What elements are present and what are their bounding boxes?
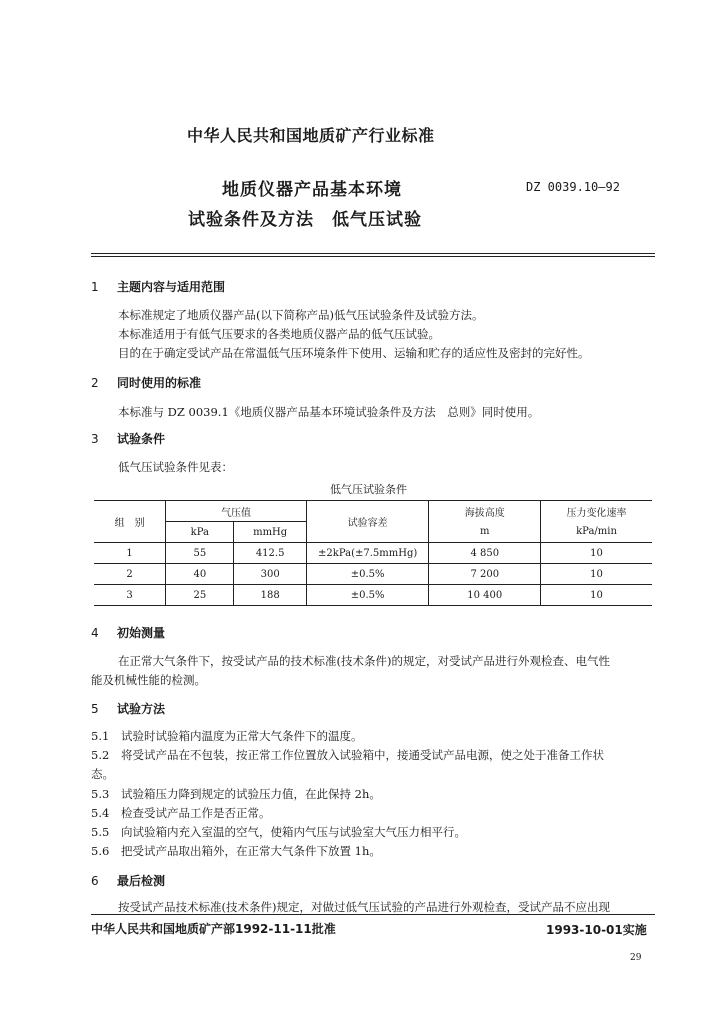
cell-altitude: 4 850 (429, 543, 541, 564)
header-kpa: kPa (166, 522, 234, 543)
header-pressure: 气压值 (166, 501, 307, 522)
section-5-item: 5.2 将受试产品在不包装，按正常工作位置放入试验箱中，接通受试产品电源，使之处于准备工作状 (91, 748, 604, 762)
cell-tolerance: ±0.5% (306, 564, 429, 585)
header-rate-unit: kPa/min (541, 522, 652, 543)
header-altitude-unit: m (429, 522, 541, 543)
header-mmhg: mmHg (234, 522, 306, 543)
section-4-heading: 4 初始测量 (91, 626, 166, 640)
document-title-line1: 地质仪器产品基本环境 (222, 180, 402, 200)
standard-organization: 中华人民共和国地质矿产行业标准 (187, 126, 435, 145)
header-tolerance: 试验容差 (306, 501, 429, 543)
section-4-paragraph: 能及机械性能的检测。 (91, 673, 206, 687)
section-6-paragraph: 按受试产品技术标准(技术条件)规定，对做过低气压试验的产品进行外观检查，受试产品不应出现 (118, 900, 610, 914)
section-5-heading: 5 试验方法 (91, 702, 166, 716)
effective-date: 1993-10-01实施 (546, 923, 647, 937)
cell-mmhg: 188 (234, 585, 306, 606)
cell-tolerance: ±0.5% (306, 585, 429, 606)
section-5-item: 态。 (91, 767, 114, 781)
approval-line: 中华人民共和国地质矿产部1992-11-11批准 (91, 922, 336, 936)
section-1-paragraph: 本标准规定了地质仪器产品(以下简称产品)低气压试验条件及试验方法。 (118, 308, 484, 322)
section-1-paragraph: 本标准适用于有低气压要求的各类地质仪器产品的低气压试验。 (118, 327, 440, 341)
cell-group: 1 (126, 547, 133, 559)
section-1-paragraph: 目的在于确定受试产品在常温低气压环境条件下使用、运输和贮存的适应性及密封的完好性。 (118, 346, 590, 360)
cell-altitude: 7 200 (429, 564, 541, 585)
cell-mmhg: 300 (234, 564, 306, 585)
table-row (94, 585, 652, 606)
cell-rate: 10 (541, 585, 652, 606)
cell-mmhg: 412.5 (234, 543, 306, 564)
cell-tolerance: ±2kPa(±7.5mmHg) (306, 543, 429, 564)
page-number: 29 (630, 953, 642, 963)
section-5-item: 5.1 试验时试验箱内温度为正常大气条件下的温度。 (91, 729, 363, 743)
footer-divider (91, 914, 655, 915)
table-row (94, 543, 652, 564)
header-group: 组 别 (114, 518, 145, 529)
section-1-heading: 1 主题内容与适用范围 (91, 280, 226, 294)
standard-number: DZ 0039.10—92 (526, 180, 620, 194)
cell-kpa: 55 (166, 543, 234, 564)
header-rate: 压力变化速率 (541, 501, 652, 522)
section-2-paragraph: 本标准与 DZ 0039.1《地质仪器产品基本环境试验条件及方法 总则》同时使用。 (118, 405, 540, 419)
section-5-item: 5.5 向试验箱内充入室温的空气，使箱内气压与试验室大气压力相平行。 (91, 825, 466, 839)
cell-kpa: 40 (166, 564, 234, 585)
cell-group: 2 (126, 568, 133, 580)
table-caption: 低气压试验条件 (330, 483, 407, 496)
cell-rate: 10 (541, 543, 652, 564)
cell-group: 3 (126, 589, 133, 601)
section-5-item: 5.3 试验箱压力降到规定的试验压力值，在此保持 2h。 (91, 787, 381, 801)
document-title-line2: 试验条件及方法 低气压试验 (188, 210, 422, 230)
section-3-paragraph: 低气压试验条件见表： (118, 460, 233, 474)
section-3-heading: 3 试验条件 (91, 432, 166, 446)
header-divider (91, 253, 655, 257)
cell-altitude: 10 400 (429, 585, 541, 606)
cell-kpa: 25 (166, 585, 234, 606)
section-2-heading: 2 同时使用的标准 (91, 376, 202, 390)
section-6-heading: 6 最后检测 (91, 874, 166, 888)
low-pressure-conditions-table (94, 500, 652, 606)
section-4-paragraph: 在正常大气条件下，按受试产品的技术标准(技术条件)的规定，对受试产品进行外观检查、电气性 (118, 654, 610, 668)
section-5-item: 5.4 检查受试产品工作是否正常。 (91, 806, 271, 820)
table-header-row (94, 501, 652, 522)
table-row (94, 564, 652, 585)
header-altitude: 海拔高度 (429, 501, 541, 522)
section-5-item: 5.6 把受试产品取出箱外，在正常大气条件下放置 1h。 (91, 844, 381, 858)
cell-rate: 10 (541, 564, 652, 585)
